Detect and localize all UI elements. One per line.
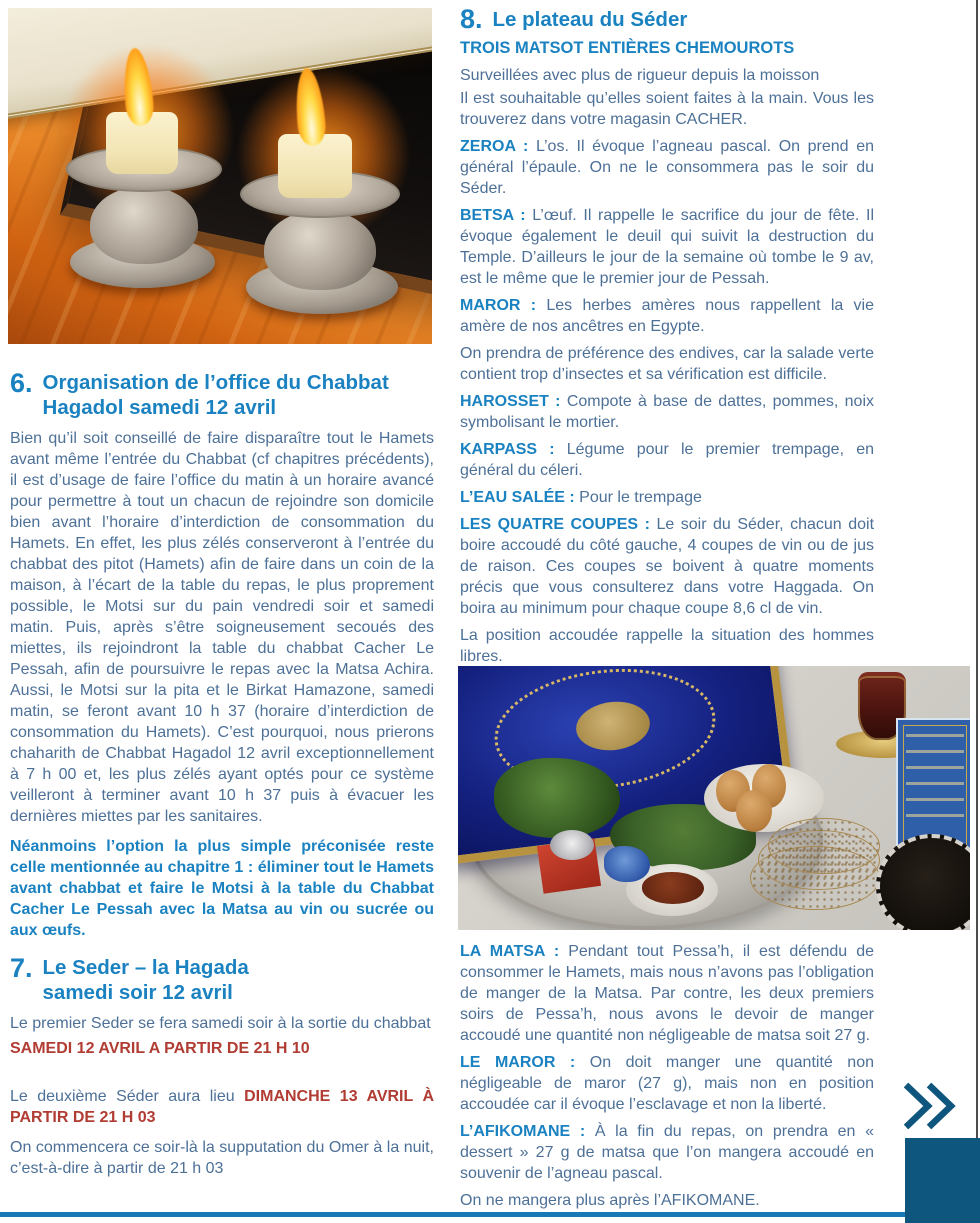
term-maror: MAROR : Les herbes amères nous rappellent la vie amère de nos ancêtres en Egypte. bbox=[460, 297, 875, 335]
double-chevron-icon bbox=[899, 1080, 959, 1132]
section-8-title: Le plateau du Séder bbox=[492, 8, 688, 31]
section-6-note: Néanmoins l’option la plus simple préconisée reste celle mentionnée au chapitre 1 : éliminer tout le Hamets avant chabbat et faire le Motsi à la table du Chabbat Cacher Le Pessah avec la Matsa au vin ou sucrée ou aux œufs. bbox=[10, 838, 434, 939]
section-8-heading bbox=[460, 6, 874, 33]
section-7-number: 7. bbox=[10, 953, 33, 983]
term-le-maror: LE MAROR : On doit manger une quantité non négligeable de maror (27 g), mais non en position accoudée car il évoque l’esclavage et non la liberté. bbox=[460, 1054, 874, 1113]
haggada-cover-text bbox=[906, 734, 964, 824]
page-edge-line bbox=[976, 0, 978, 1223]
seder-date-1: SAMEDI 12 AVRIL A PARTIR DE 21 H 10 bbox=[10, 1040, 310, 1057]
dark-lace-plate bbox=[876, 834, 970, 930]
matsot-subtitle: TROIS MATSOT ENTIÈRES CHEMOUROTS bbox=[460, 39, 795, 57]
term-quatre-coupes: LES QUATRE COUPES : Le soir du Séder, chacun doit boire accoudé du côté gauche, 4 coupes de vin ou de jus de raison. Ces coupes se boivent à quatre moments précis que vous consulterez dans votre Haggada. On boira au minimum pour chaque coupe 8,6 cl de vin. bbox=[460, 516, 875, 617]
lettuce-leaves bbox=[494, 758, 620, 838]
term-zeroa: ZEROA : L’os. Il évoque l’agneau pascal. On prend en général l’épaule. On ne le consommera pas le soir du Séder. bbox=[460, 138, 874, 197]
paragraph: Il est souhaitable qu’elles soient faites à la main. Vous les trouverez dans votre magasin CACHER. bbox=[460, 90, 874, 128]
right-column-bottom bbox=[460, 941, 874, 1217]
matza-stack bbox=[750, 818, 886, 910]
bottom-rule bbox=[0, 1212, 980, 1217]
left-column bbox=[10, 370, 434, 1188]
section-7-title: Le Seder – la Hagada samedi soir 12 avril bbox=[42, 956, 249, 1004]
seder-date-2: DIMANCHE 13 AVRIL À PARTIR DE 21 H 03 bbox=[10, 1088, 434, 1126]
blue-bow bbox=[604, 846, 650, 882]
silver-bow bbox=[550, 830, 594, 860]
section-6-number: 6. bbox=[10, 368, 33, 398]
paragraph: On commencera ce soir-là la supputation du Omer à la nuit, c’est-à-dire à partir de 21 h 03 bbox=[10, 1139, 434, 1177]
term-afikomane: L’AFIKOMANE : À la fin du repas, on prendra en « dessert » 27 g de matsa que l’on mangera accoudé en souvenir de l’agneau pascal. bbox=[460, 1123, 874, 1182]
paragraph: On prendra de préférence des endives, car la salade verte contient trop d’insectes et sa vérification est difficile. bbox=[460, 345, 874, 383]
section-7-heading bbox=[10, 955, 434, 1005]
paragraph: Surveillées avec plus de rigueur depuis la moisson bbox=[460, 67, 820, 84]
paragraph: Le deuxième Séder aura lieu DIMANCHE 13 AVRIL À PARTIR DE 21 H 03 bbox=[10, 1088, 434, 1126]
candles-photo bbox=[8, 8, 432, 344]
section-8-number: 8. bbox=[460, 4, 483, 34]
corner-block bbox=[905, 1138, 980, 1223]
section-6-heading bbox=[10, 370, 434, 420]
term-eau-salee: L’EAU SALÉE : Pour le trempage bbox=[460, 489, 702, 506]
paragraph: La position accoudée rappelle la situation des hommes libres. bbox=[460, 627, 874, 665]
paragraph: Le premier Seder se fera samedi soir à la sortie du chabbat bbox=[10, 1015, 431, 1032]
seder-plate-photo bbox=[458, 666, 970, 930]
term-la-matsa: LA MATSA : Pendant tout Pessa’h, il est défendu de consommer le Hamets, mais nous n’avons pas l’obligation de manger de la Matsa. Par contre, les deux premiers soirs de Pessa’h, nous avons le devoir de manger accoudé une quantité non négligeable de matsa soit 27 g. bbox=[460, 943, 874, 1044]
harosset bbox=[642, 872, 704, 904]
section-6-title: Organisation de l’office du Chabbat Hagadol samedi 12 avril bbox=[42, 371, 389, 419]
section-6-body: Bien qu’il soit conseillé de faire disparaître tout le Hamets avant même l’entrée du Chabbat (cf chapitres précédents), il est d’usage de faire l’office du matin à un horaire avancé pour permettre à tout un chacun de rejoindre son domicile bien avant l’horaire d’interdiction de consommation du Hamets. En effet, les plus zélés conserveront à l’entrée du chabbat des pitot (Hamets) afin de faire dans un coin de la maison, à l’écart de la table du repas, le plus proprement possible, le Motsi sur du pain vendredi soir et samedi matin. Puis, après s’être soigneusement secoués des miettes, ils rejoindront la table du chabbat Cacher Le Pessah, afin de poursuivre le repas avec la Matsa Achira. Aussi, le Motsi sur la pita et le Birkat Hamazone, samedi matin, se feront avant 10 h 37 (horaire d’interdiction de consommation du Hamets). C’est pourquoi, nous prierons chaharith de Chabbat Hagadol 12 avril exceptionnellement à 7 h 00 et, les plus zélés ayant optés pour ce système veilleront à terminer avant 10 h 37 puis à évacuer les dernières miettes par les sanitaires. bbox=[10, 430, 434, 825]
candlestick-body-left bbox=[90, 186, 198, 264]
term-karpass: KARPASS : Légume pour le premier trempage, en général du céleri. bbox=[460, 441, 875, 479]
term-betsa: BETSA : L’œuf. Il rappelle le sacrifice du jour de fête. Il évoque également le deuil qui suivit la destruction du Temple. D’ailleurs le jour de la semaine où tombe le 9 av, est le même que le premier jour de Pessah. bbox=[460, 207, 875, 287]
candlestick-body-right bbox=[264, 210, 376, 290]
right-column-top bbox=[460, 6, 874, 673]
term-harosset: HAROSSET : Compote à base de dattes, pommes, noix symbolisant le mortier. bbox=[460, 393, 875, 431]
paragraph: On ne mangera plus après l’AFIKOMANE. bbox=[460, 1192, 760, 1209]
